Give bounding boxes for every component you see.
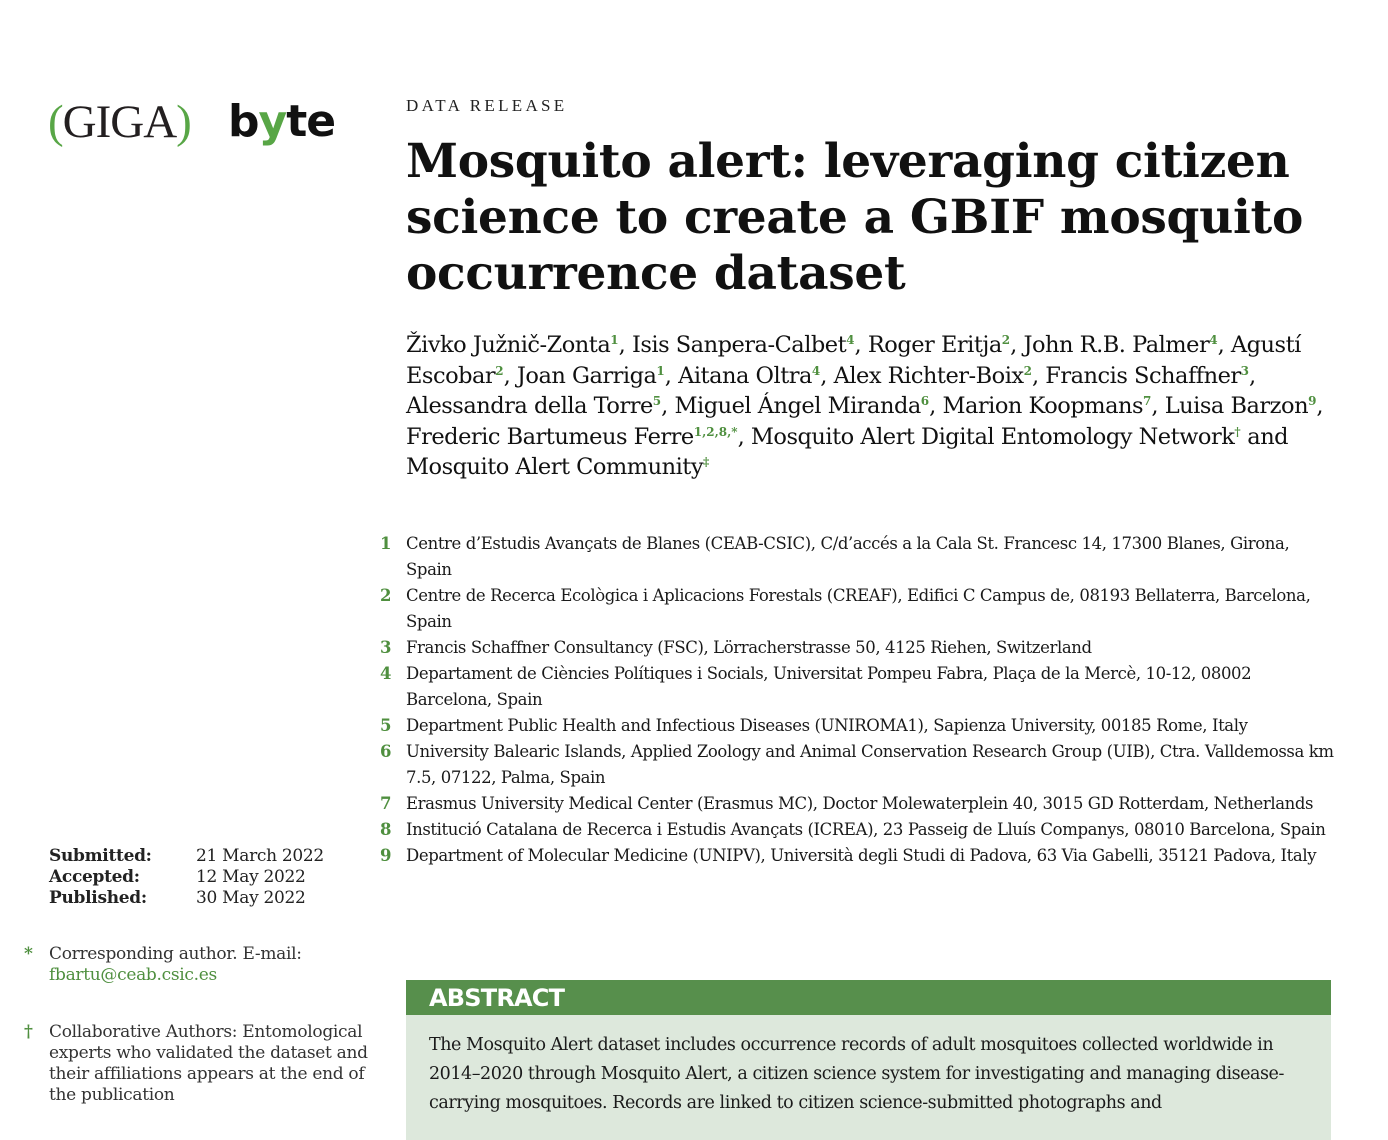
- author-separator: ,: [1316, 393, 1324, 420]
- affiliation-item: [376, 583, 1336, 635]
- affiliation-number: 5: [380, 716, 392, 735]
- affiliation-item: [376, 739, 1336, 791]
- author-affiliation-ref[interactable]: 4: [1209, 333, 1218, 347]
- author-affiliation-ref[interactable]: 1: [656, 363, 665, 378]
- author-name: Luisa Barzon: [1164, 393, 1309, 420]
- author-affiliation-ref[interactable]: 1: [610, 333, 619, 347]
- abstract-heading: ABSTRACT: [406, 980, 1331, 1015]
- author-affiliation-ref[interactable]: 2: [1001, 333, 1011, 347]
- author-separator: ,: [618, 332, 632, 358]
- affiliation-item: [376, 791, 1336, 817]
- collaborative-authors-note: [24, 1022, 394, 1106]
- author-affiliation-ref[interactable]: 4: [811, 363, 821, 378]
- author-list: [406, 330, 1336, 483]
- author-affiliation-ref[interactable]: 6: [920, 394, 930, 409]
- author-separator: ,: [820, 362, 834, 389]
- author-separator: ,: [664, 362, 679, 389]
- author-name: Isis Sanpera-Calbet: [631, 332, 847, 358]
- affiliation-text: Erasmus University Medical Center (Erasmus MC), Doctor Molewaterplein 40, 3015 GD Rotterdam, Netherlands: [406, 794, 1314, 813]
- author-affiliation-ref[interactable]: 2: [1023, 363, 1032, 378]
- author-affiliation-ref[interactable]: †: [1234, 424, 1241, 439]
- author-separator: ,: [503, 362, 517, 389]
- author-affiliation-ref[interactable]: 1,2,8,*: [693, 424, 738, 439]
- affiliation-item: [376, 635, 1336, 661]
- date-value: 12 May 2022: [196, 867, 306, 887]
- corresponding-author-text: Corresponding author. E-mail:: [49, 944, 302, 964]
- abstract-text: The Mosquito Alert dataset includes occurrence records of adult mosquitoes collected worldwide in 2014–2020 through Mosquito Alert, a citizen science system for investigating and managing disease-carrying mosquitoes. Records are linked to citizen science-submitted photographs and: [429, 1035, 1284, 1113]
- author-name: Živko Južnič-Zonta: [406, 332, 611, 358]
- dagger-icon: †: [24, 1022, 33, 1042]
- affiliation-text: Departament de Ciències Polítiques i Socials, Universitat Pompeu Fabra, Plaça de la Mercè, 10-12, 08002 Barcelona, Spain: [406, 664, 1252, 709]
- abstract-box: [406, 980, 1331, 1140]
- author-separator: ,: [854, 332, 868, 358]
- author-name: Aitana Oltra: [678, 362, 812, 389]
- affiliation-number: 2: [380, 586, 392, 605]
- author-name: Miguel Ángel Miranda: [674, 393, 921, 420]
- logo-byte: byte: [228, 96, 336, 147]
- gigabyte-logo: [48, 96, 353, 148]
- affiliation-number: 4: [380, 664, 392, 683]
- author-name: John R.B. Palmer: [1023, 332, 1210, 358]
- date-submitted: [49, 846, 324, 867]
- author-separator: ,: [1010, 332, 1024, 358]
- author-separator: ,: [1031, 362, 1046, 389]
- author-affiliation-ref[interactable]: 9: [1308, 394, 1317, 409]
- date-published: [49, 888, 324, 909]
- author-affiliation-ref[interactable]: 3: [1240, 363, 1250, 378]
- affiliation-item: [376, 531, 1336, 583]
- affiliation-text: Francis Schaffner Consultancy (FSC), Lörracherstrasse 50, 4125 Riehen, Switzerland: [406, 638, 1092, 657]
- author-separator: ,: [1249, 362, 1256, 389]
- collaborative-authors-text: Collaborative Authors: Entomological experts who validated the dataset and their affiliations appears at the end of the publication: [49, 1022, 368, 1105]
- author-name: Alessandra della Torre: [406, 393, 653, 420]
- author-separator: ,: [1151, 393, 1165, 420]
- asterisk-icon: *: [24, 944, 33, 964]
- date-accepted: [49, 867, 324, 888]
- author-affiliation-ref[interactable]: 2: [495, 363, 504, 378]
- author-separator: and: [1240, 423, 1289, 450]
- date-label: Published:: [49, 888, 147, 908]
- affiliation-text: Department of Molecular Medicine (UNIPV), Università degli Studi di Padova, 63 Via Gabelli, 35121 Padova, Italy: [406, 846, 1317, 865]
- affiliation-number: 3: [380, 638, 392, 657]
- author-separator: ,: [929, 393, 943, 420]
- author-name: Joan Garriga: [516, 362, 657, 389]
- affiliation-number: 6: [380, 742, 392, 761]
- affiliation-item: [376, 843, 1336, 869]
- author-affiliation-ref[interactable]: 7: [1143, 394, 1152, 409]
- affiliations-list: [376, 531, 1336, 869]
- author-name: Frederic Bartumeus Ferre: [406, 423, 694, 450]
- affiliation-text: Department Public Health and Infectious Diseases (UNIROMA1), Sapienza University, 00185 Rome, Italy: [406, 716, 1248, 735]
- affiliation-number: 1: [380, 534, 392, 553]
- date-value: 30 May 2022: [196, 888, 306, 908]
- corresponding-author-note: [24, 944, 394, 986]
- author-affiliation-ref[interactable]: ‡: [703, 455, 710, 470]
- publication-dates: [49, 846, 324, 909]
- affiliation-text: Centre d’Estudis Avançats de Blanes (CEAB-CSIC), C/d’accés a la Cala St. Francesc 14, 17300 Blanes, Girona, Spain: [406, 534, 1290, 579]
- logo-giga: (GIGA): [48, 96, 191, 148]
- corresponding-email-link[interactable]: fbartu@ceab.csic.es: [49, 965, 217, 985]
- affiliation-text: Institució Catalana de Recerca i Estudis Avançats (ICREA), 23 Passeig de Lluís Companys, 08010 Barcelona, Spain: [406, 820, 1326, 839]
- date-label: Submitted:: [49, 846, 152, 866]
- author-name: Marion Koopmans: [942, 393, 1144, 420]
- date-label: Accepted:: [49, 867, 140, 887]
- affiliation-number: 9: [380, 846, 392, 865]
- author-separator: ,: [1217, 332, 1231, 358]
- author-name: Roger Eritja: [867, 332, 1002, 358]
- affiliation-number: 7: [380, 794, 392, 813]
- author-name: Agustí Escobar: [406, 332, 1301, 389]
- affiliation-number: 8: [380, 820, 392, 839]
- article-title: Mosquito alert: leveraging citizen science to create a GBIF mosquito occurrence dataset: [406, 134, 1304, 301]
- author-separator: ,: [661, 393, 675, 420]
- date-value: 21 March 2022: [196, 846, 324, 866]
- affiliation-item: [376, 713, 1336, 739]
- affiliation-item: [376, 661, 1336, 713]
- author-name: Mosquito Alert Community: [406, 454, 704, 481]
- author-affiliation-ref[interactable]: 5: [652, 394, 662, 409]
- article-type: DATA RELEASE: [406, 96, 568, 115]
- author-name: Francis Schaffner: [1045, 362, 1241, 389]
- affiliation-item: [376, 817, 1336, 843]
- author-name: Mosquito Alert Digital Entomology Network: [750, 423, 1235, 450]
- author-separator: ,: [737, 423, 751, 450]
- author-name: Alex Richter-Boix: [833, 362, 1024, 389]
- affiliation-text: Centre de Recerca Ecològica i Aplicacions Forestals (CREAF), Edifici C Campus de, 08193 Bellaterra, Barcelona, Spain: [406, 586, 1311, 631]
- author-affiliation-ref[interactable]: 4: [846, 333, 855, 347]
- affiliation-text: University Balearic Islands, Applied Zoology and Animal Conservation Research Group (UIB), Ctra. Valldemossa km 7.5, 07122, Palma, Spain: [406, 742, 1334, 787]
